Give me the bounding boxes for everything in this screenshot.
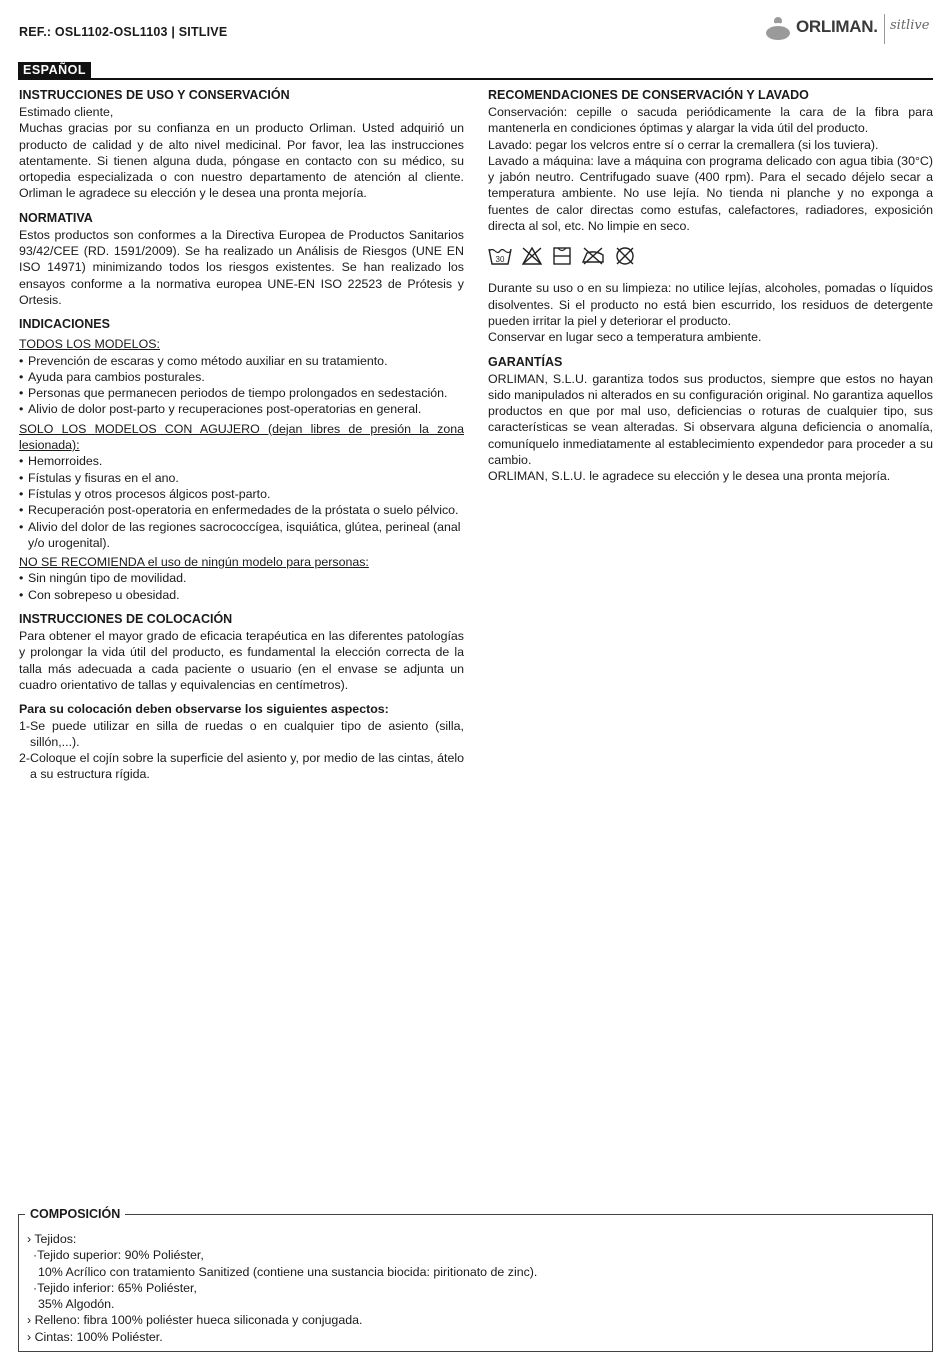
list-item: • Recuperación post-operatoria en enfermedades de la próstata o suelo pélvico. xyxy=(19,502,464,518)
composition-line: › Relleno: fibra 100% poliéster hueca siliconada y conjugada. xyxy=(27,1313,363,1328)
paragraph: Lavado a máquina: lave a máquina con programa delicado con agua tibia (30°C) y jabón neutro. Centrifugado suave (400 rpm). Para el secado déjelo secar a temperatura ambiente. No use lejía. No tienda ni planche y no exponga a fuentes de calor directas como estufas, calefactores, radiadores, exposición directa al sol, etc. No limpie en seco. xyxy=(488,153,933,234)
paragraph: Muchas gracias por su confianza en un producto Orliman. Usted adquirió un producto de calidad y de alto nivel medicinal. Por favor, lea las instrucciones atentamente. Si tienen alguna duda, póngase en contacto con su médico, su ortopedia especializada o con nuestro departamento de atención al cliente. Orliman le agradece su elección y le desea una pronta mejoría. xyxy=(19,121,464,201)
list-item: • Hemorroides. xyxy=(19,453,464,469)
not-recommended-list xyxy=(19,570,464,603)
care-symbols xyxy=(488,246,933,266)
dry-flat-icon xyxy=(552,246,572,266)
steps-list xyxy=(19,718,464,783)
composition-title: COMPOSICIÓN xyxy=(25,1206,125,1223)
logo-separator xyxy=(884,14,885,44)
paragraph: Durante su uso o en su limpieza: no utilice lejías, alcoholes, pomadas o líquidos disolventes. Si el producto no está bien escurrido, los residuos de detergente pueden irritar la piel y deteriorar el producto. xyxy=(488,281,933,328)
orliman-logo xyxy=(764,12,936,48)
all-models-list xyxy=(19,353,464,418)
right-column xyxy=(488,87,933,493)
reference-code: REF.: OSL1102-OSL1103 | SITLIVE xyxy=(19,25,228,39)
wash-temp-label: 30 xyxy=(495,255,505,265)
section-colocacion xyxy=(19,611,464,783)
composition-line: › Tejidos: xyxy=(27,1232,77,1246)
left-column xyxy=(19,87,464,791)
section-indicaciones xyxy=(19,316,464,603)
step-item: 2-Coloque el cojín sobre la superficie del asiento y, por medio de las cintas, átelo a su estructura rígida. xyxy=(19,751,464,782)
not-recommended-rest: el uso de ningún modelo para personas: xyxy=(144,555,369,570)
list-item: • Fístulas y fisuras en el ano. xyxy=(19,470,464,486)
not-recommended-heading xyxy=(19,554,464,570)
step-item: 1-Se puede utilizar en silla de ruedas o en cualquier tipo de asiento (silla, sillón,...). xyxy=(19,718,464,749)
language-label: ESPAÑOL xyxy=(18,62,91,79)
paragraph: Conservación: cepille o sacuda periódicamente la cara de la fibra para mantenerla en condiciones óptimas y alargar la vida útil del producto. xyxy=(488,105,933,136)
section-normativa xyxy=(19,210,464,308)
list-item: • Ayuda para cambios posturales. xyxy=(19,369,464,385)
paragraph: Lavado: pegar los velcros entre sí o cerrar la cremallera (si los tuviera). xyxy=(488,137,879,152)
orliman-logo-icon xyxy=(764,14,794,44)
section-title: INSTRUCCIONES DE COLOCACIÓN xyxy=(19,612,233,627)
section-instructions xyxy=(19,87,464,202)
paragraph: ORLIMAN, S.L.U. le agradece su elección y le desea una pronta mejoría. xyxy=(488,469,891,484)
section-garantias xyxy=(488,354,933,485)
header-rule xyxy=(18,78,933,80)
no-iron-icon xyxy=(581,246,605,266)
list-item: • Personas que permanecen periodos de tiempo prolongados en sedestación. xyxy=(19,385,464,401)
greeting: Estimado cliente, xyxy=(19,105,114,119)
brand-sitlive: sitlive xyxy=(890,18,930,33)
list-item: • Alivio del dolor de las regiones sacrococcígea, isquiática, glútea, perineal (anal y/o urogenital). xyxy=(19,519,464,552)
composition-list xyxy=(27,1231,917,1345)
hole-models-heading: SOLO LOS MODELOS CON AGUJERO (dejan libres de presión la zona lesionada): xyxy=(19,421,464,453)
list-item: • Con sobrepeso u obesidad. xyxy=(19,587,464,603)
aspects-title: Para su colocación deben observarse los siguientes aspectos: xyxy=(19,702,389,717)
composition-box xyxy=(18,1207,933,1352)
not-recommended-bold: NO SE RECOMIENDA xyxy=(19,555,145,570)
composition-line: › Cintas: 100% Poliéster. xyxy=(27,1329,163,1344)
no-bleach-icon xyxy=(521,246,543,266)
section-title: GARANTÍAS xyxy=(488,354,563,369)
list-item: • Fístulas y otros procesos álgicos post-parto. xyxy=(19,486,464,502)
section-title: INDICACIONES xyxy=(19,317,110,332)
list-item: • Prevención de escaras y como método auxiliar en su tratamiento. xyxy=(19,353,464,369)
list-item: • Alivio de dolor post-parto y recuperaciones post-operatorias en general. xyxy=(19,401,464,417)
list-item: • Sin ningún tipo de movilidad. xyxy=(19,570,464,586)
composition-line: ·Tejido inferior: 65% Poliéster, xyxy=(33,1280,197,1295)
section-title: INSTRUCCIONES DE USO Y CONSERVACIÓN xyxy=(19,88,290,102)
no-dry-clean-icon xyxy=(614,246,636,266)
wash-30-icon xyxy=(488,246,512,266)
paragraph: Para obtener el mayor grado de eficacia terapéutica en las diferentes patologías y prolongar la vida útil del producto, es fundamental la elección correcta de la talla más adecuada a cada paciente o usuario (en el envase se adjunta un cuadro orientativo de tallas y equivalencias en centímetros). xyxy=(19,629,464,692)
section-conservacion xyxy=(488,87,933,346)
section-title: RECOMENDACIONES DE CONSERVACIÓN Y LAVADO xyxy=(488,88,809,102)
composition-line: 35% Algodón. xyxy=(38,1297,115,1312)
composition-line: ·Tejido superior: 90% Poliéster, xyxy=(33,1248,204,1263)
paragraph: ORLIMAN, S.L.U. garantiza todos sus productos, siempre que estos no hayan sido manipulados ni alterados en su configuración original. No garantiza aquellos productos en que por mal uso, deficiencias o roturas de cualquier tipo, sus características se vean alteradas. Si observara alguna deficiencia o anomalía, comuníquelo inmediatamente al establecimiento expendedor para proceder a su cambio. xyxy=(488,371,933,468)
paragraph: Estos productos son conformes a la Directiva Europea de Productos Sanitarios 93/42/CEE (RD. 1591/2009). Se ha realizado un Análisis de Riesgos (UNE EN ISO 14971) minimizando todos los riesgos existentes. Se han realizado los ensayos conforme a la normativa europea UNE-EN ISO 22523 de Prótesis y Ortesis. xyxy=(19,227,464,307)
hole-models-list xyxy=(19,453,464,551)
all-models-heading: TODOS LOS MODELOS: xyxy=(19,337,160,352)
composition-line: 10% Acrílico con tratamiento Sanitized (contiene una sustancia biocida: piritionato de zinc). xyxy=(38,1264,538,1279)
section-title: NORMATIVA xyxy=(19,210,93,225)
logo-wordmark: ORLIMAN. xyxy=(796,17,878,36)
paragraph: Conservar en lugar seco a temperatura ambiente. xyxy=(488,330,762,345)
